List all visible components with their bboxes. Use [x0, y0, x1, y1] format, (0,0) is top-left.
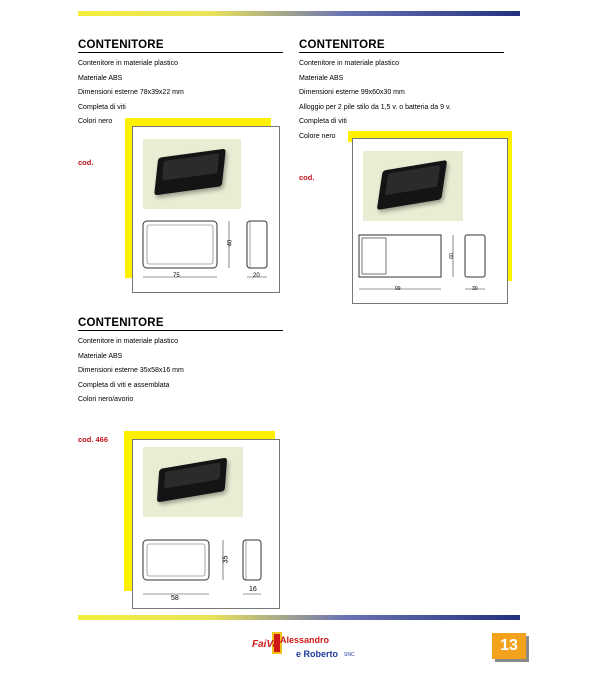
logo-name-1: Alessandro: [280, 635, 330, 645]
dim-width: 99: [395, 286, 401, 292]
product-card-3: [78, 317, 283, 408]
product-figure-frame: [132, 439, 280, 609]
spec-line: Materiale ABS: [78, 352, 123, 360]
dim-width: 75: [173, 273, 180, 279]
dim-height: 40: [227, 239, 234, 247]
spec-line: Contenitore in materiale plastico: [78, 60, 178, 67]
dim-width: 58: [171, 595, 179, 602]
product-card-1: [78, 39, 283, 130]
spec-line: Contenitore in materiale plastico: [299, 60, 399, 67]
spec-line: Colori nero/avorio: [78, 396, 134, 404]
spec-line: Colore nero: [299, 132, 336, 140]
product-code: cod.: [299, 173, 315, 182]
product-title: CONTENITORE: [78, 39, 283, 53]
dimension-drawing: [133, 127, 279, 292]
header-gradient-bar: [78, 11, 520, 16]
footer-gradient-bar: [78, 615, 520, 620]
spec-line: Dimensioni esterne 35x58x16 mm: [78, 367, 184, 375]
spec-line: Materiale ABS: [78, 74, 123, 82]
spec-line: Completa di viti: [299, 118, 347, 126]
dim-height: 35: [222, 555, 230, 564]
spec-line: Materiale ABS: [299, 74, 344, 82]
dim-depth: 20: [253, 273, 260, 279]
product-code: cod.: [78, 158, 94, 167]
product-card-2: [299, 39, 504, 145]
logo-suffix: SNC: [344, 652, 355, 658]
product-code: cod. 466: [78, 435, 109, 444]
page-number-badge: 13: [492, 633, 526, 659]
spec-line: Completa di viti e assemblata: [78, 381, 170, 389]
product-title: CONTENITORE: [299, 39, 504, 53]
dimension-drawing: [353, 139, 507, 303]
spec-line: Colori nero: [78, 118, 113, 126]
spec-line: Alloggio per 2 pile stilo da 1,5 v. o batteria da 9 v.: [299, 103, 451, 111]
dim-height: 60: [448, 253, 455, 259]
product-figure-frame: [132, 126, 280, 293]
spec-line: Completa di viti: [78, 103, 126, 111]
product-figure-frame: [352, 138, 508, 304]
dim-depth: 30: [472, 286, 478, 292]
dim-depth: 16: [249, 586, 257, 593]
logo-brand: FaiVa: [252, 639, 279, 650]
logo-name-2: e Roberto: [296, 649, 339, 659]
spec-line: Dimensioni esterne 78x39x22 mm: [78, 89, 184, 97]
company-logo: [252, 628, 372, 664]
spec-line: Contenitore in materiale plastico: [78, 338, 178, 345]
dimension-drawing: [133, 440, 279, 608]
spec-line: Dimensioni esterne 99x60x30 mm: [299, 89, 405, 97]
product-title: CONTENITORE: [78, 317, 283, 331]
